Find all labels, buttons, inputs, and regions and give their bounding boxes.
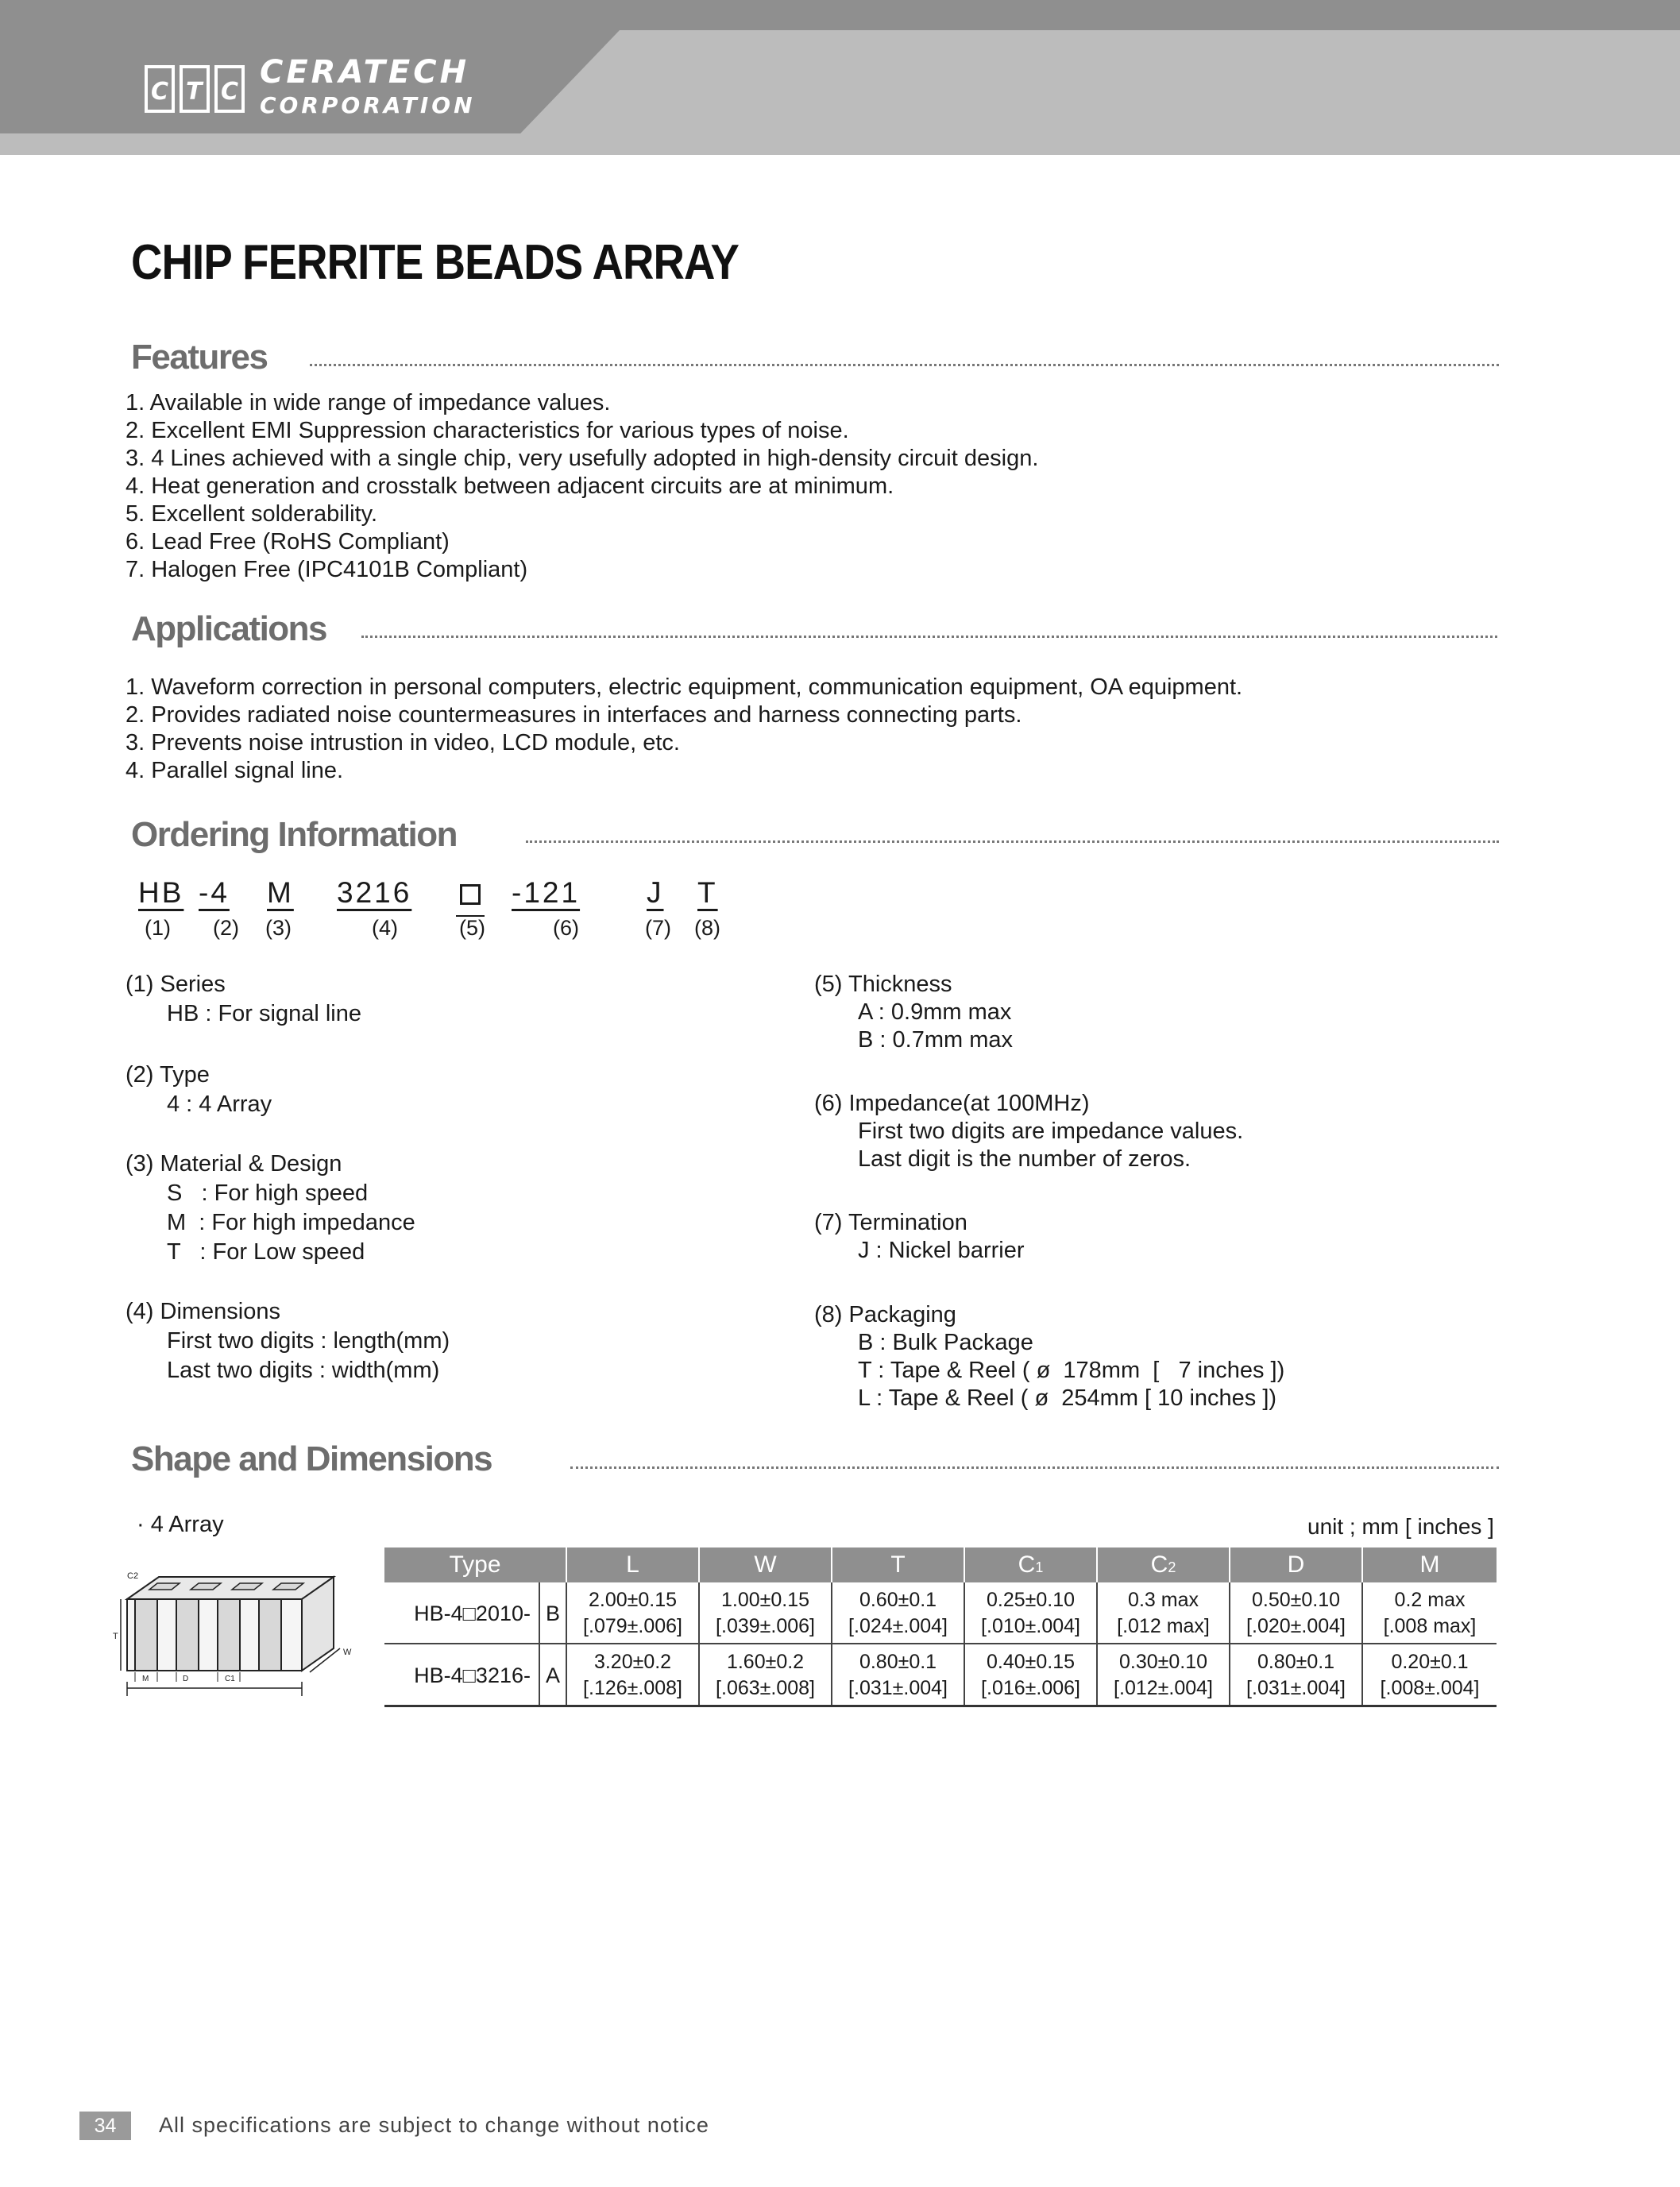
spec-type <box>126 1061 272 1119</box>
feature-item: 1. Available in wide range of impedance values. <box>126 390 611 415</box>
application-item: 4. Parallel signal line. <box>126 758 344 783</box>
spec-line: T : Tape & Reel ( ø 178mm [ 7 inches ]) <box>858 1358 1285 1383</box>
array-subheading: · 4 Array <box>137 1512 224 1537</box>
label-w: W <box>343 1648 352 1657</box>
col-header-c1: C1 <box>964 1548 1097 1582</box>
spec-title: (6) Impedance(at 100MHz) <box>814 1091 1090 1116</box>
index-4: (4) <box>372 916 398 940</box>
code-material: M <box>267 876 294 909</box>
part-number-code <box>138 876 742 956</box>
spec-title: (1) Series <box>126 972 226 997</box>
spec-line: M : For high impedance <box>167 1210 415 1235</box>
table-row <box>384 1644 1497 1706</box>
cell-type: HB-4□3216- <box>384 1644 539 1706</box>
cell-code: B <box>539 1582 566 1644</box>
unit-label: unit ; mm [ inches ] <box>1307 1514 1494 1539</box>
col-header-type: Type <box>384 1548 566 1582</box>
index-7: (7) <box>645 916 671 940</box>
col-header-w: W <box>699 1548 832 1582</box>
cell-c1: 0.25±0.10 [.010±.004] <box>964 1582 1097 1644</box>
applications-list <box>126 674 1242 785</box>
cell-m: 0.2 max [.008 max] <box>1362 1582 1497 1644</box>
logo-letter-c1: C <box>151 78 172 106</box>
code-packaging: T <box>697 876 718 909</box>
label-d: D <box>183 1675 189 1683</box>
cell-l: 3.20±0.2 [.126±.008] <box>566 1644 699 1706</box>
index-2: (2) <box>213 916 239 940</box>
cell-m: 0.20±0.1 [.008±.004] <box>1362 1644 1497 1706</box>
feature-item: 7. Halogen Free (IPC4101B Compliant) <box>126 557 528 582</box>
shape-heading: Shape and Dimensions <box>131 1439 492 1478</box>
spec-line: S : For high speed <box>167 1180 369 1206</box>
code-impedance: -121 <box>512 876 581 909</box>
header-top-stripe <box>0 0 1680 30</box>
spec-termination <box>814 1209 1025 1265</box>
feature-item: 5. Excellent solderability. <box>126 501 378 527</box>
col-header-t: T <box>832 1548 964 1582</box>
spec-line: HB : For signal line <box>167 1001 361 1026</box>
application-item: 1. Waveform correction in personal computers, electric equipment, communication equipment, OA equipment. <box>126 674 1243 700</box>
ordering-rule <box>526 840 1499 843</box>
col-header-d: D <box>1230 1548 1362 1582</box>
cell-t: 0.80±0.1 [.031±.004] <box>832 1644 964 1706</box>
cell-code: A <box>539 1644 566 1706</box>
spec-title: (2) Type <box>126 1062 210 1088</box>
table-row <box>384 1582 1497 1644</box>
logo-letter-c2: C <box>221 78 242 106</box>
feature-item: 6. Lead Free (RoHS Compliant) <box>126 529 450 554</box>
code-termination: J <box>647 876 664 909</box>
cell-d: 0.50±0.10 [.020±.004] <box>1230 1582 1362 1644</box>
spec-title: (5) Thickness <box>814 972 952 997</box>
page-title: CHIP FERRITE BEADS ARRAY <box>131 235 740 290</box>
col-header-m: M <box>1362 1548 1497 1582</box>
features-list <box>126 389 1038 584</box>
company-name-line1: CERATECH <box>260 54 470 91</box>
spec-line: B : 0.7mm max <box>858 1027 1013 1053</box>
label-c2: C2 <box>127 1571 139 1581</box>
spec-material <box>126 1150 415 1266</box>
cell-c2: 0.3 max [.012 max] <box>1097 1582 1230 1644</box>
label-m: M <box>142 1675 149 1683</box>
feature-item: 4. Heat generation and crosstalk between adjacent circuits are at minimum. <box>126 473 894 499</box>
cell-t: 0.60±0.1 [.024±.004] <box>832 1582 964 1644</box>
code-type: -4 <box>199 876 230 909</box>
cell-c1: 0.40±0.15 [.016±.006] <box>964 1644 1097 1706</box>
chip-array-drawing <box>111 1569 365 1712</box>
spec-line: 4 : 4 Array <box>167 1092 272 1117</box>
cell-l: 2.00±0.15 [.079±.006] <box>566 1582 699 1644</box>
code-series: HB <box>138 876 184 909</box>
index-5: (5) <box>459 916 485 940</box>
spec-line: First two digits are impedance values. <box>858 1119 1244 1144</box>
shape-rule <box>570 1466 1499 1469</box>
col-header-l: L <box>566 1548 699 1582</box>
applications-rule <box>361 636 1497 638</box>
cell-d: 0.80±0.1 [.031±.004] <box>1230 1644 1362 1706</box>
feature-item: 2. Excellent EMI Suppression characteristics for various types of noise. <box>126 418 849 443</box>
index-1: (1) <box>145 916 171 940</box>
spec-line: First two digits : length(mm) <box>167 1328 450 1354</box>
ordering-heading: Ordering Information <box>131 815 457 854</box>
footer-notice: All specifications are subject to change without notice <box>159 2113 709 2137</box>
dimensions-table <box>384 1548 1497 1707</box>
logo-letter-t: T <box>186 78 206 106</box>
company-logo <box>145 54 494 118</box>
spec-line: B : Bulk Package <box>858 1330 1033 1355</box>
features-rule <box>310 364 1499 366</box>
feature-item: 3. 4 Lines achieved with a single chip, very usefully adopted in high-density circuit design. <box>126 446 1039 471</box>
cell-w: 1.00±0.15 [.039±.006] <box>699 1582 832 1644</box>
spec-title: (8) Packaging <box>814 1302 956 1327</box>
company-name-line2: CORPORATION <box>260 92 476 118</box>
spec-thickness <box>814 971 1013 1054</box>
spec-line: J : Nickel barrier <box>858 1238 1025 1263</box>
index-8: (8) <box>694 916 720 940</box>
spec-line: L : Tape & Reel ( ø 254mm [ 10 inches ]) <box>858 1385 1277 1411</box>
spec-title: (7) Termination <box>814 1210 967 1235</box>
spec-line: T : For Low speed <box>167 1239 365 1265</box>
code-dimensions: 3216 <box>337 876 412 909</box>
col-header-c2: C2 <box>1097 1548 1230 1582</box>
spec-impedance <box>814 1090 1243 1173</box>
label-t: T <box>113 1632 118 1641</box>
code-thickness-box <box>460 884 481 905</box>
spec-line: Last digit is the number of zeros. <box>858 1146 1191 1172</box>
spec-title: (4) Dimensions <box>126 1299 280 1324</box>
cell-c2: 0.30±0.10 [.012±.004] <box>1097 1644 1230 1706</box>
spec-line: A : 0.9mm max <box>858 999 1012 1025</box>
applications-heading: Applications <box>131 609 327 648</box>
spec-line: Last two digits : width(mm) <box>167 1358 440 1383</box>
spec-dimensions <box>126 1298 450 1385</box>
cell-type: HB-4□2010- <box>384 1582 539 1644</box>
index-6: (6) <box>553 916 579 940</box>
cell-w: 1.60±0.2 [.063±.008] <box>699 1644 832 1706</box>
ordering-left-column <box>126 971 777 1400</box>
label-c1: C1 <box>225 1675 235 1683</box>
table-header-row <box>384 1548 1497 1582</box>
page-number: 34 <box>79 2112 131 2140</box>
index-3: (3) <box>265 916 292 940</box>
application-item: 3. Prevents noise intrustion in video, LCD module, etc. <box>126 730 680 755</box>
spec-title: (3) Material & Design <box>126 1151 342 1177</box>
application-item: 2. Provides radiated noise countermeasures in interfaces and harness connecting parts. <box>126 702 1022 728</box>
features-heading: Features <box>131 338 268 377</box>
ordering-right-column <box>814 971 1513 1416</box>
spec-packaging <box>814 1301 1284 1412</box>
spec-series <box>126 971 361 1028</box>
